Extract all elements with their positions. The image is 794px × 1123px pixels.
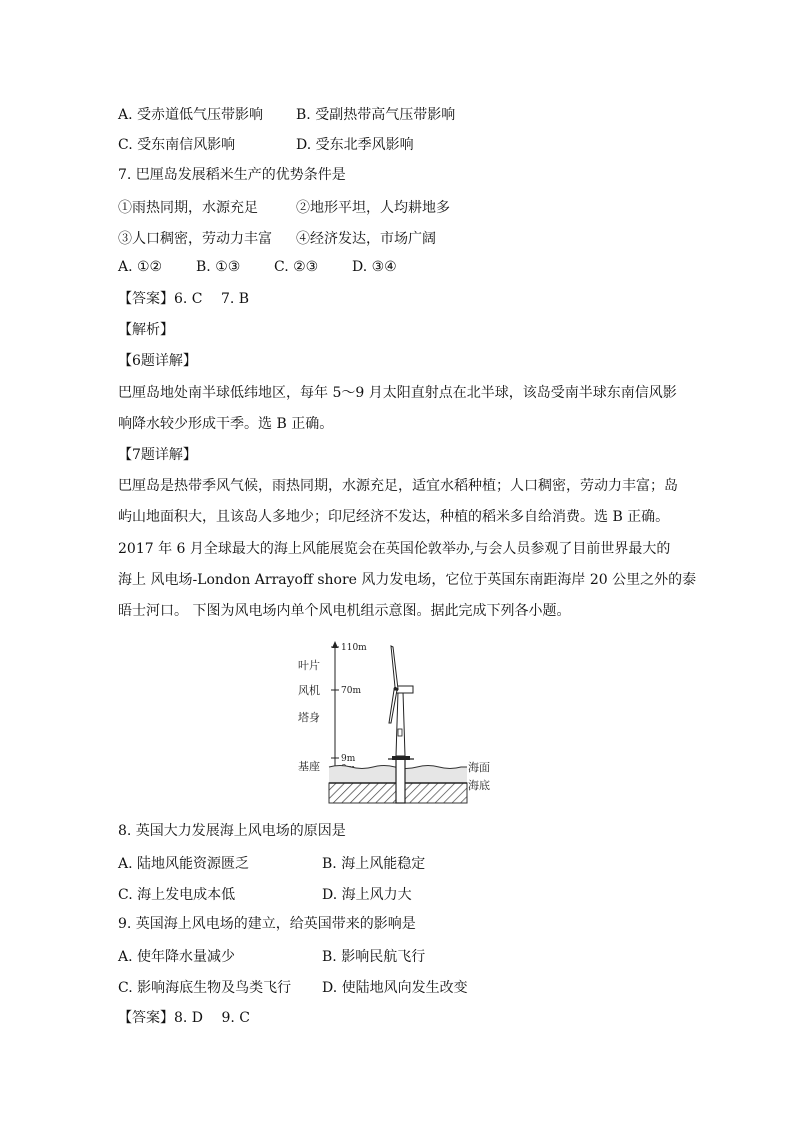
part-label-tower: 塔身 [298,711,320,724]
intro-line-2: 海上 风电场-London Arrayoff shore 风力发电场，它位于英国东南距海岸 20 公里之外的泰 [118,572,697,588]
detail-7-line-2: 屿山地面积大，且该岛人多地少；印尼经济不发达，种植的稻米多自给消费。选 B 正确。 [118,509,670,525]
q6-option-a: A. 受赤道低气压带影响 [118,107,264,123]
q7-option-d: D. ③④ [352,259,397,275]
q8-option-c: C. 海上发电成本低 [118,887,236,903]
detail-6-line-1: 巴厘岛地处南半球低纬地区，每年 5～9 月太阳直射点在北半球，该岛受南半球东南信风影 [118,385,677,401]
intro-line-3: 晤士河口。 下图为风电场内单个风电机组示意图。据此完成下列各小题。 [118,603,571,619]
q7-choice-2: ②地形平坦，人均耕地多 [296,200,450,216]
sea-surface-label: 海面 [468,761,490,774]
q7-stem: 7. 巴厘岛发展稻米生产的优势条件是 [118,167,346,183]
sea-bottom-label: 海底 [468,779,490,792]
analysis-label: 【解析】 [118,322,174,338]
q7-choice-1: ①雨热同期，水源充足 [118,200,258,216]
detail-7-line-1: 巴厘岛是热带季风气候，雨热同期，水源充足，适宜水稻种植；人口稠密，劳动力丰富；岛 [118,478,678,494]
height-label-110m: 110m [341,643,367,653]
q9-stem: 9. 英国海上风电场的建立，给英国带来的影响是 [118,916,416,932]
detail-7-label: 【7题详解】 [118,447,197,463]
blade-upper [391,646,398,689]
q6-option-d: D. 受东北季风影响 [296,137,414,153]
part-label-blade: 叶片 [298,659,320,672]
q7-option-c: C. ②③ [274,259,319,275]
wind-turbine-figure [295,637,505,807]
q8-stem: 8. 英国大力发展海上风电场的原因是 [118,823,346,839]
q6-option-b: B. 受副热带高气压带影响 [296,107,456,123]
q9-option-c: C. 影响海底生物及鸟类飞行 [118,980,292,996]
detail-6-label: 【6题详解】 [118,353,197,369]
part-label-turbine: 风机 [298,684,320,697]
q7-choice-4: ④经济发达，市场广阔 [296,231,436,247]
q7-choice-3: ③人口稠密，劳动力丰富 [118,231,272,247]
q8-option-b: B. 海上风能稳定 [322,856,426,872]
part-label-foundation: 基座 [298,760,320,773]
intro-line-1: 2017 年 6 月全球最大的海上风能展览会在英国伦敦举办,与会人员参观了目前世界最大的 [118,541,671,557]
q7-option-b: B. ①③ [196,259,241,275]
q9-option-a: A. 使年降水量减少 [118,949,236,965]
answer-8-9: 【答案】8. D 9. C [118,1010,251,1026]
height-label-9m: 9m [341,754,356,764]
q6-option-c: C. 受东南信风影响 [118,137,236,153]
height-label-70m: 70m [341,686,361,696]
q8-option-a: A. 陆地风能资源匮乏 [118,856,250,872]
answer-6-7: 【答案】6. C 7. B [118,291,250,307]
detail-6-line-2: 响降水较少形成干季。选 B 正确。 [118,416,334,432]
foundation-pile [396,759,405,803]
q7-option-a: A. ①② [118,259,163,275]
q8-option-d: D. 海上风力大 [322,887,412,903]
tower [396,692,405,756]
q9-option-d: D. 使陆地风向发生改变 [322,980,468,996]
q9-option-b: B. 影响民航飞行 [322,949,426,965]
blade-lower [389,690,397,723]
